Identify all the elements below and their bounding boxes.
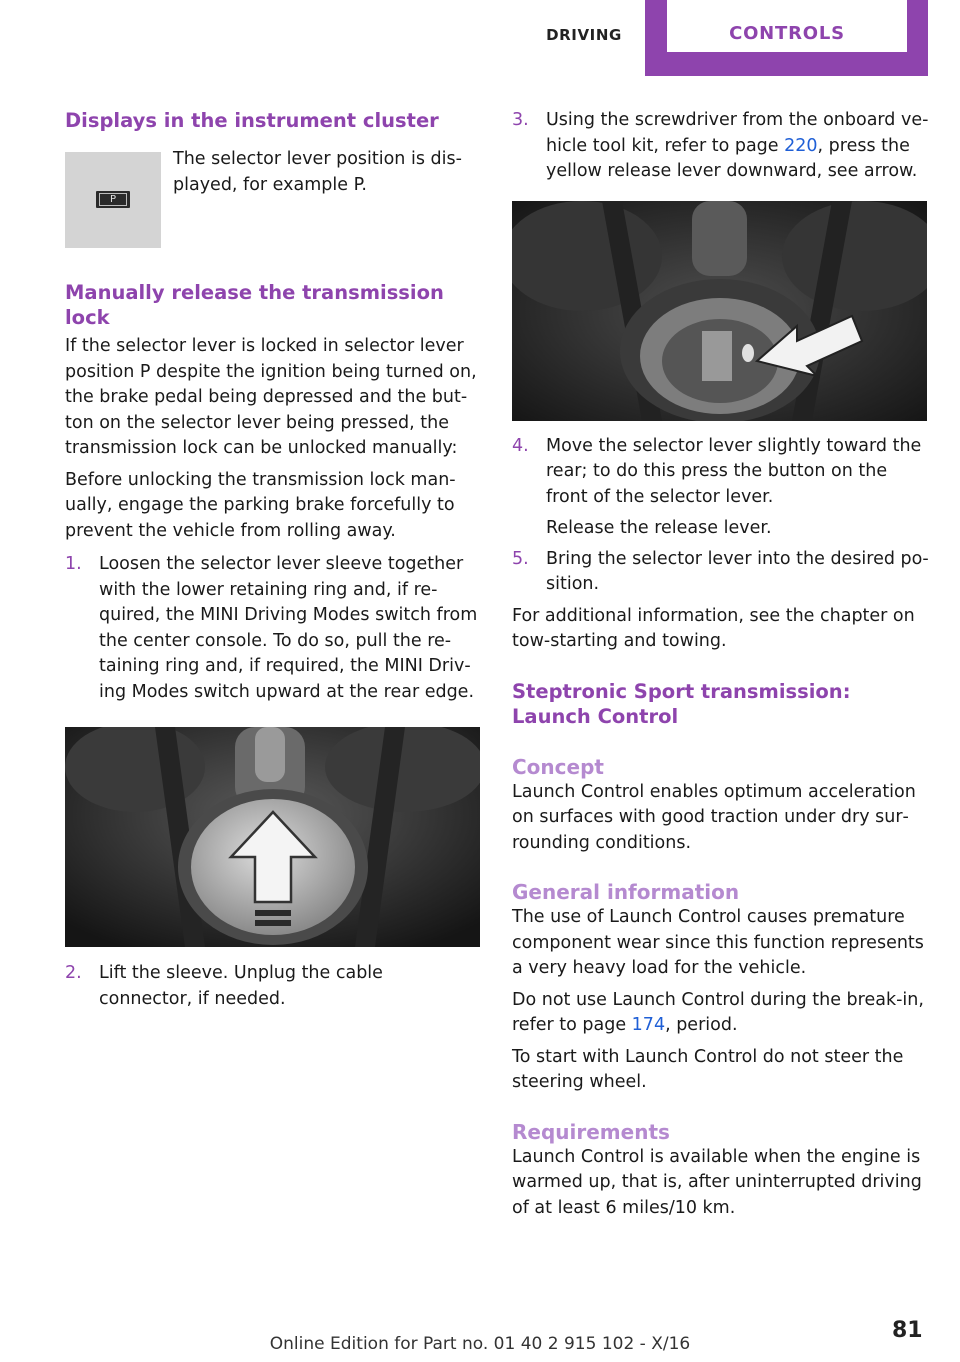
section-title-launch-control: Steptronic Sport transmission: Launch Control (512, 679, 851, 728)
section-title-release-lock: Manually release the transmission lock (65, 281, 444, 329)
edition-text: Online Edition for Part no. 01 40 2 915 102 - X/16 (269, 1334, 691, 1354)
step-1-text: Loosen the selector lever sleeve together with the lower retaining ring and, if re‐quired, the MINI Driving Modes switch from the center console. To do so, pull the re‐taining ring and, if required, the MINI Driv‐ing Modes switch upward at the rear edge. (99, 554, 478, 702)
tab-driving[interactable]: DRIVING (546, 26, 622, 44)
general-text-2b: , period. (665, 1015, 738, 1035)
general-text-2 (512, 988, 930, 1039)
cluster-display-box (96, 191, 130, 208)
step-5 (512, 547, 930, 598)
release-lever-illustration (512, 201, 927, 421)
step-3-text-a: Using the screwdriver from the onboard ve‐hicle tool kit, refer to page (546, 110, 929, 156)
step-1-number: 1. (65, 554, 82, 574)
release-lock-intro: If the selector lever is locked in selector lever position P despite the ignition being turned on, the brake pedal being depressed and the but‐ton on the selector lever being pressed, the transmission lock can be unlocked manually: (65, 336, 477, 458)
page-footer (0, 1318, 960, 1358)
step-3-number: 3. (512, 110, 529, 130)
additional-info: For additional information, see the chapter on tow-starting and towing. (512, 605, 915, 651)
subhead-requirements: Requirements (512, 1119, 670, 1144)
step-1 (65, 552, 480, 705)
selector-lever-illustration (65, 727, 480, 947)
general-text-3: To start with Launch Control do not steer the steering wheel. (512, 1046, 904, 1092)
page-link-220[interactable]: 220 (784, 135, 818, 156)
section-title-displays: Displays in the instrument cluster (65, 109, 439, 132)
step-4-number: 4. (512, 435, 529, 456)
step-5-number: 5. (512, 548, 529, 569)
cluster-display-image (65, 152, 161, 248)
tab-controls[interactable]: CONTROLS (667, 0, 907, 52)
left-column (65, 108, 480, 1012)
cluster-display-p: P (99, 193, 127, 206)
right-column (512, 108, 930, 1221)
page-link-174[interactable]: 174 (631, 1015, 666, 1035)
tab-controls-bar (645, 0, 928, 76)
general-text-2a: Do not use Launch Control during the break-in, refer to page (512, 989, 924, 1035)
step-2-number: 2. (65, 963, 82, 983)
step-4-text: Move the selector lever slightly toward the rear; to do this press the button on the front of the selector lever. (546, 435, 922, 507)
release-lock-warning: Before unlocking the transmission lock man‐ually, engage the parking brake forcefully to prevent the vehicle from rolling away. (65, 469, 456, 541)
step-4-sub: Release the release lever. (546, 518, 772, 538)
page-number: 81 (892, 1318, 923, 1343)
selector-lever-photo (65, 727, 480, 947)
step-3-text-b: , press the yellow release lever downward, see arrow. (546, 135, 918, 181)
step-4 (512, 434, 930, 542)
step-5-text: Bring the selector lever into the desired po‐sition. (546, 548, 929, 594)
cluster-display-block (65, 139, 480, 247)
requirements-text: Launch Control is available when the engine is warmed up, that is, after uninterrupted driving of at least 6 miles/10 km. (512, 1146, 922, 1218)
release-lever-photo (512, 201, 927, 421)
subhead-concept: Concept (512, 754, 604, 779)
step-3-text (546, 108, 930, 185)
step-2 (65, 961, 480, 1012)
subhead-general-information: General information (512, 880, 740, 904)
general-text-1: The use of Launch Control causes premature component wear since this function represents a very heavy load for the vehicle. (512, 907, 924, 978)
step-3 (512, 108, 930, 185)
cluster-display-text: The selector lever position is dis‐played, for example P. (173, 149, 462, 195)
concept-text: Launch Control enables optimum acceleration on surfaces with good traction under dry sur‐rounding conditions. (512, 781, 916, 853)
step-2-text: Lift the sleeve. Unplug the cable connector, if needed. (99, 963, 383, 1009)
